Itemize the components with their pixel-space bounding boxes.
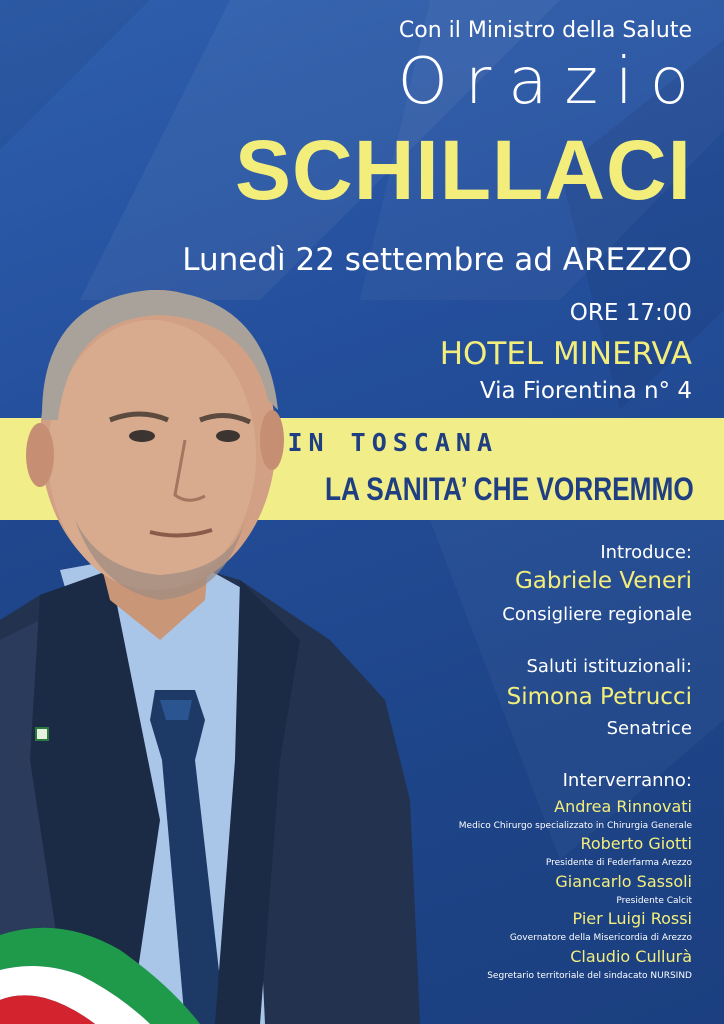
banner-line-2: LA SANITA’ CHE VORREMMO [325, 471, 694, 507]
introduce-name: Gabriele Veneri [514, 568, 692, 594]
speaker-5-name: Claudio Cullurà [570, 947, 692, 966]
speaker-5-role: Segretario territoriale del sindacato NURSIND [487, 971, 692, 981]
speaker-2-role: Presidente di Federfarma Arezzo [545, 858, 692, 868]
speaker-3-role: Presidente Calcit [616, 896, 692, 906]
introduce-role: Consigliere regionale [502, 604, 692, 625]
minister-intro: Con il Ministro della Salute [398, 18, 692, 43]
event-address: Via Fiorentina n° 4 [479, 378, 692, 404]
speaker-4-role: Governatore della Misericordia di Arezzo [509, 933, 692, 943]
event-venue: HOTEL MINERVA [439, 336, 692, 372]
speaker-2-name: Roberto Giotti [580, 834, 692, 853]
speaker-4-name: Pier Luigi Rossi [572, 909, 692, 928]
first-name: Orazio [397, 45, 706, 119]
event-date: Lunedì 22 settembre ad AREZZO [182, 242, 692, 278]
speakers-label: Interverranno: [562, 770, 692, 791]
greetings-name: Simona Petrucci [506, 684, 692, 710]
speaker-3-name: Giancarlo Sassoli [555, 872, 692, 891]
introduce-label: Introduce: [600, 542, 692, 563]
event-time: ORE 17:00 [569, 300, 692, 326]
last-name: SCHILLACI [235, 123, 692, 217]
speaker-1-role: Medico Chirurgo specializzato in Chirurgia Generale [458, 821, 692, 831]
greetings-label: Saluti istituzionali: [526, 656, 692, 677]
greetings-role: Senatrice [606, 718, 692, 739]
speaker-1-name: Andrea Rinnovati [554, 797, 692, 816]
banner-line-1: IN TOSCANA [287, 428, 498, 457]
